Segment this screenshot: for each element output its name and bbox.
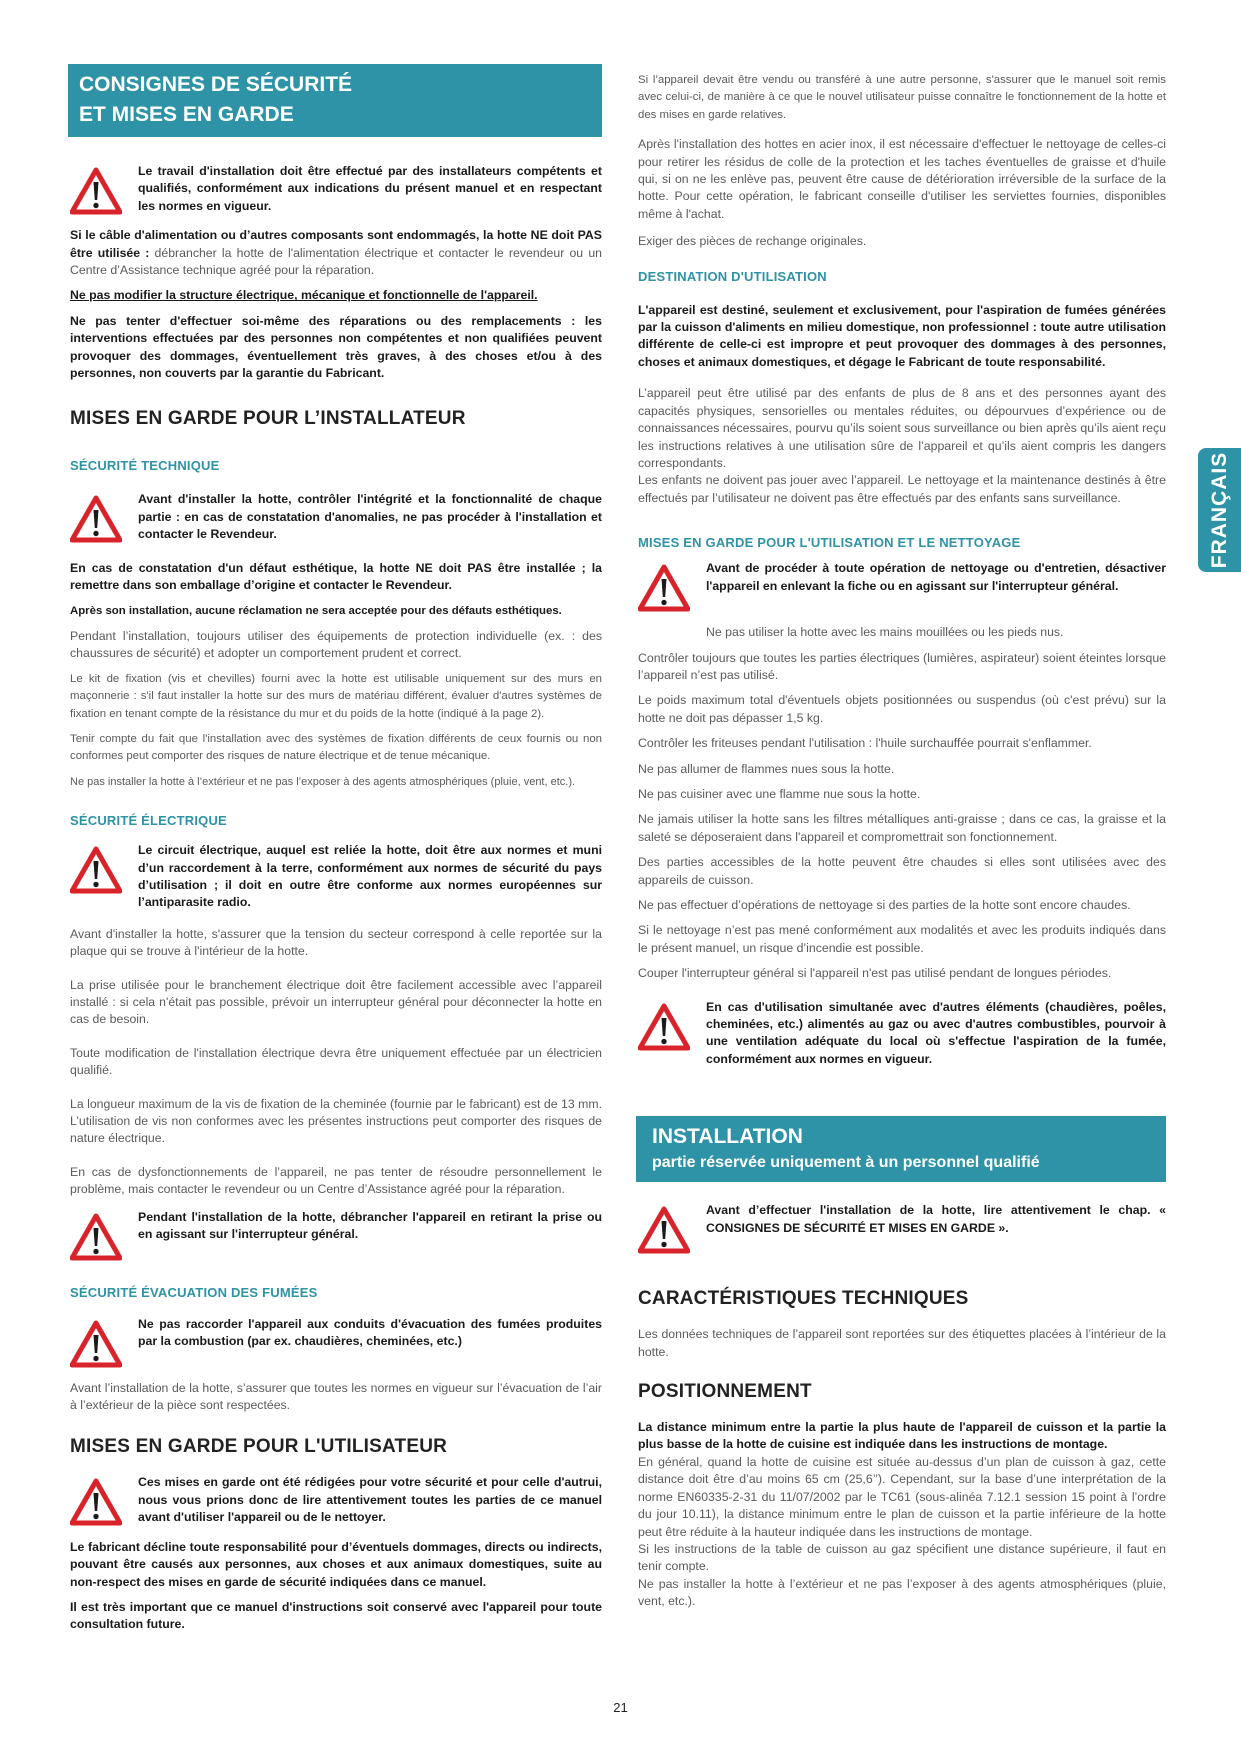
paragraph: Ne pas tenter d'effectuer soi-même des réparations ou des remplacements : les interventions effectuées par des personnes non compétentes et non qualifiées peuvent provoquer des dommages, éventuellement très graves, à des choses et/ou à des personnes, non couverts par la garantie du Fabricant.	[70, 313, 602, 381]
warning-block	[70, 491, 602, 543]
warning-text: Ces mises en garde ont été rédigées pour votre sécurité et pour celle d'autrui, nous vous prions donc de lire attentivement toutes les parties de ce manuel avant d'utiliser l'appareil ou de le nettoyer.	[138, 1475, 602, 1525]
banner-title-line1: CONSIGNES DE SÉCURITÉ	[79, 73, 353, 96]
section-heading: MISES EN GARDE POUR L'UTILISATEUR	[70, 1436, 448, 1458]
subsection-heading: MISES EN GARDE POUR L'UTILISATION ET LE NETTOYAGE	[638, 535, 1021, 551]
paragraph: Le kit de fixation (vis et chevilles) fourni avec la hotte est utilisable uniquement sur des murs en maçonnerie : s'il faut installer la hotte sur des murs de matériau différent, évaluer d'autres systèmes de fixation en tenant compte de la résistance du mur et du poids de la hotte (indiqué à la page 2).	[70, 672, 602, 720]
paragraph-rest: débrancher la hotte de l'alimentation électrique et contacter le revendeur ou un Centre d’Assistance technique agréé pour la réparation.	[70, 245, 602, 278]
language-tab-label: FRANÇAIS	[1207, 451, 1231, 569]
warning-icon	[638, 1206, 690, 1254]
banner-subtitle: partie réservée uniquement à un personnel qualifié	[652, 1154, 1040, 1172]
warning-icon	[70, 846, 122, 894]
section-heading: CARACTÉRISTIQUES TECHNIQUES	[638, 1288, 969, 1310]
paragraph: Si le nettoyage n’est pas mené conformément aux modalités et avec les produits indiqués dans le présent manuel, un risque d’incendie est possible.	[638, 923, 1166, 955]
paragraph: Après son installation, aucune réclamation ne sera acceptée pour des défauts esthétiques.	[70, 604, 562, 617]
subsection-heading: SÉCURITÉ ÉLECTRIQUE	[70, 813, 227, 829]
paragraph: Ne pas allumer de flammes nues sous la hotte.	[638, 761, 895, 776]
warning-text: Avant d'installer la hotte, contrôler l'intégrité et la fonctionnalité de chaque partie : en cas de constatation d'anomalies, ne pas procéder à l'installation et contacter le Revendeur.	[138, 492, 602, 542]
warning-icon	[70, 1213, 122, 1261]
warning-text: Pendant l'installation de la hotte, débrancher l'appareil en retirant la prise ou en agissant sur l'interrupteur général.	[138, 1209, 602, 1242]
warning-block	[70, 1474, 602, 1526]
paragraph: La distance minimum entre la partie la plus haute de l'appareil de cuisson et la partie la plus basse de la hotte de cuisine est indiquée dans les instructions de montage.	[638, 1420, 1166, 1452]
warning-icon	[70, 1478, 122, 1526]
warning-block	[638, 560, 1166, 612]
warning-block	[70, 842, 602, 912]
paragraph: Exiger des pièces de rechange originales.	[638, 234, 867, 249]
warning-text: Ne pas raccorder l'appareil aux conduits d'évacuation des fumées produites par la combustion (par ex. chaudières, cheminées, etc.)	[138, 1316, 602, 1349]
page-number: 21	[613, 1700, 628, 1715]
language-tab	[1198, 448, 1241, 572]
paragraph: Ne pas cuisiner avec une flamme nue sous la hotte.	[638, 786, 921, 801]
warning-text: Avant de procéder à toute opération de nettoyage ou d'entretien, désactiver l'appareil en enlevant la fiche ou en agissant sur l'interrupteur général.	[706, 561, 1166, 593]
warning-text: Le circuit électrique, auquel est reliée la hotte, doit être aux normes et muni d’un raccordement à la terre, conformément aux normes de sécurité du pays d’utilisation ; il doit en outre être conforme aux normes européennes sur l’antiparasite radio.	[138, 843, 602, 910]
installation-banner	[636, 1116, 1166, 1182]
paragraph: Contrôler toujours que toutes les parties électriques (lumières, aspirateur) soient éteintes lorsque l’appareil n’est pas utilisé.	[638, 650, 1166, 682]
paragraph: Les données techniques de l’appareil sont reportées sur des étiquettes placées à l’intérieur de la hotte.	[638, 1327, 1166, 1359]
paragraph: Il est très important que ce manuel d'instructions soit conservé avec l'appareil pour toute consultation future.	[70, 1599, 602, 1632]
warning-icon	[638, 564, 690, 612]
section-heading: MISES EN GARDE POUR L’INSTALLATEUR	[70, 408, 466, 430]
paragraph: Ne pas modifier la structure électrique, mécanique et fonctionnelle de l'appareil.	[70, 288, 538, 303]
subsection-heading: SÉCURITÉ ÉVACUATION DES FUMÉES	[70, 1284, 318, 1300]
paragraph: La longueur maximum de la vis de fixation de la cheminée (fournie par le fabricant) est de 13 mm. L’utilisation de vis non conformes avec les présentes instructions peut comporter des risques de nature électrique.	[70, 1096, 602, 1146]
warning-block	[638, 999, 1166, 1069]
warning-icon	[70, 495, 122, 543]
paragraph: Ne pas installer la hotte à l’extérieur et ne pas l’exposer à des agents atmosphériques (pluie, vent, etc.).	[70, 775, 576, 788]
paragraph: Des parties accessibles de la hotte peuvent être chaudes si elles sont utilisées avec des appareils de cuisson.	[638, 855, 1166, 887]
paragraph: Avant d'installer la hotte, s'assurer que la tension du secteur correspond à celle reportée sur la plaque qui se trouve à l'intérieur de la hotte.	[70, 926, 602, 959]
paragraph: En cas de dysfonctionnements de l’appareil, ne pas tenter de résoudre personnellement le problème, mais contacter le revendeur ou un Centre d’Assistance agréé pour la réparation.	[70, 1164, 602, 1197]
paragraph: Après l'installation des hottes en acier inox, il est nécessaire d'effectuer le nettoyage de celles-ci pour retirer les résidus de colle de la protection et les taches éventuelles de graisse et d'huile qui, si on ne les enlève pas, peuvent être cause de détérioration irréversible de la surface de la hotte. Pour cette opération, le fabricant conseille d'utiliser les serviettes fournies, disponibles même à l'achat.	[638, 137, 1166, 221]
paragraph: En cas de constatation d'un défaut esthétique, la hotte NE doit PAS être installée ; la remettre dans son emballage d’origine et contacter le Revendeur.	[70, 560, 602, 593]
warning-icon	[70, 167, 122, 215]
paragraph: La prise utilisée pour le branchement électrique doit être facilement accessible avec l’appareil installé : si cela n'était pas possible, prévoir un interrupteur général pour déconnecter la hotte en cas de besoin.	[70, 977, 602, 1027]
warning-text: Avant d’effectuer l'installation de la hotte, lire attentivement le chap. « CONSIGNES DE SÉCURITÉ ET MISES EN GARDE ».	[706, 1203, 1166, 1235]
warning-block	[70, 1209, 602, 1261]
warning-text: En cas d'utilisation simultanée avec d'autres éléments (chaudières, poêles, cheminées, etc.) alimentés au gaz ou avec d'autres combustibles, pourvoir à une ventilation adéquate du local où s'effectue l'aspiration de la fumée, conformément aux normes en vigueur.	[706, 999, 1166, 1066]
subsection-heading: SÉCURITÉ TECHNIQUE	[70, 458, 220, 474]
warning-icon	[638, 1003, 690, 1051]
paragraph-bold: Si le câble d'alimentation ou d’autres composants sont endommagés, la hotte NE doit PAS être utilisée :	[70, 228, 602, 260]
left-column	[70, 64, 602, 1642]
paragraph: Contrôler les friteuses pendant l'utilisation : l'huile surchauffée pourrait s'enflammer.	[638, 736, 1092, 751]
warning-text: Le travail d'installation doit être effectué par des installateurs compétents et qualifiés, conformément aux indications du présent manuel et en respectant les normes en vigueur.	[138, 164, 602, 213]
paragraph: Ne jamais utiliser la hotte sans les filtres métalliques anti-graisse ; dans ce cas, la graisse et la saleté se déposeraient dans l'appareil et compromettrait son fonctionnement.	[638, 812, 1166, 844]
paragraph: Si les instructions de la table de cuisson au gaz spécifient une distance supérieure, il faut en tenir compte.	[638, 1541, 1166, 1574]
right-column	[638, 64, 1166, 1619]
paragraph	[70, 227, 602, 279]
subsection-heading: DESTINATION D'UTILISATION	[638, 268, 827, 284]
paragraph: Pendant l’installation, toujours utiliser des équipements de protection individuelle (ex. : des chaussures de sécurité) et adopter un comportement prudent et correct.	[70, 628, 602, 661]
paragraph: Tenir compte du fait que l'installation avec des systèmes de fixation différents de ceux fournis ou non conformes peut comporter des risques de nature électrique et de tenue mécanique.	[70, 732, 602, 763]
paragraph: Le poids maximum total d'éventuels objets positionnées ou suspendus (où c'est prévu) sur la hotte ne doit pas dépasser 1,5 kg.	[638, 693, 1166, 725]
warning-block	[70, 163, 602, 215]
warning-block	[638, 1202, 1166, 1254]
paragraph: En général, quand la hotte de cuisine est située au-dessus d’un plan de cuisson à gaz, cette distance doit être d’au moins 65 cm (25,6’’). Cependant, sur la base d’une interprétation de la norme EN60335-2-31 du 11/07/2002 par le TC61 (sous-alinéa 7.12.1 session 15 point à l’ordre du jour 10.11), la distance minimum entre le plan de cuisson et la partie inférieure de la hotte peut être réduite à la hauteur indiquée dans les instructions de montage.	[638, 1454, 1166, 1539]
paragraph: Si l’appareil devait être vendu ou transféré à une autre personne, s'assurer que le manuel soit remis avec celui-ci, de manière à ce que le nouvel utilisateur puisse connaître le fonctionnement de la hotte et des mises en garde relatives.	[638, 74, 1166, 121]
paragraph: L'appareil est destiné, seulement et exclusivement, pour l'aspiration de fumées générées par la cuisson d'aliments en milieu domestique, non professionnel : toute autre utilisation différente de celle-ci est impropre et peut provoquer des dommages à des personnes, choses et animaux domestiques, et dégage le Fabricant de toute responsabilité.	[638, 302, 1166, 369]
paragraph: L’appareil peut être utilisé par des enfants de plus de 8 ans et des personnes ayant des capacités physiques, sensorielles ou mentales réduites, ou dépourvues d’expérience ou de connaissances nécessaires, pourvu qu’ils soient sous surveillance ou bien après qu’ils aient reçu les instructions relatives à une utilisation sûre de l’appareil et qu’ils aient compris les dangers correspondants.	[638, 386, 1166, 470]
paragraph: Ne pas utiliser la hotte avec les mains mouillées ou les pieds nus.	[706, 625, 1064, 640]
warning-block	[70, 1316, 602, 1368]
warning-icon	[70, 1320, 122, 1368]
paragraph: Le fabricant décline toute responsabilité pour d’éventuels dommages, directs ou indirects, pouvant être causés aux personnes, aux choses et aux animaux domestiques, suite au non-respect des mises en garde de sécurité indiquées dans ce manuel.	[70, 1539, 602, 1589]
section-heading: POSITIONNEMENT	[638, 1381, 812, 1403]
paragraph: Avant l’installation de la hotte, s’assurer que toutes les normes en vigueur sur l’évacuation de l’air à l’extérieur de la pièce sont respectées.	[70, 1380, 602, 1413]
paragraph: Toute modification de l'installation électrique devra être uniquement effectuée par un électricien qualifié.	[70, 1045, 602, 1078]
safety-banner	[68, 64, 602, 137]
paragraph: Ne pas installer la hotte à l’extérieur et ne pas l’exposer à des agents atmosphériques (pluie, vent, etc.).	[638, 1576, 1166, 1609]
banner-title-line2: ET MISES EN GARDE	[79, 103, 294, 126]
paragraph: Ne pas effectuer d’opérations de nettoyage si des parties de la hotte sont encore chaudes.	[638, 898, 1131, 912]
paragraph: Les enfants ne doivent pas jouer avec l’appareil. Le nettoyage et la maintenance destinés à être effectués par l’utilisateur ne doivent pas être effectués par des enfants sans surveillance.	[638, 473, 1166, 505]
paragraph: Couper l'interrupteur général si l'appareil n'est pas utilisé pendant de longues périodes.	[638, 966, 1112, 981]
banner-title: INSTALLATION	[652, 1125, 803, 1149]
